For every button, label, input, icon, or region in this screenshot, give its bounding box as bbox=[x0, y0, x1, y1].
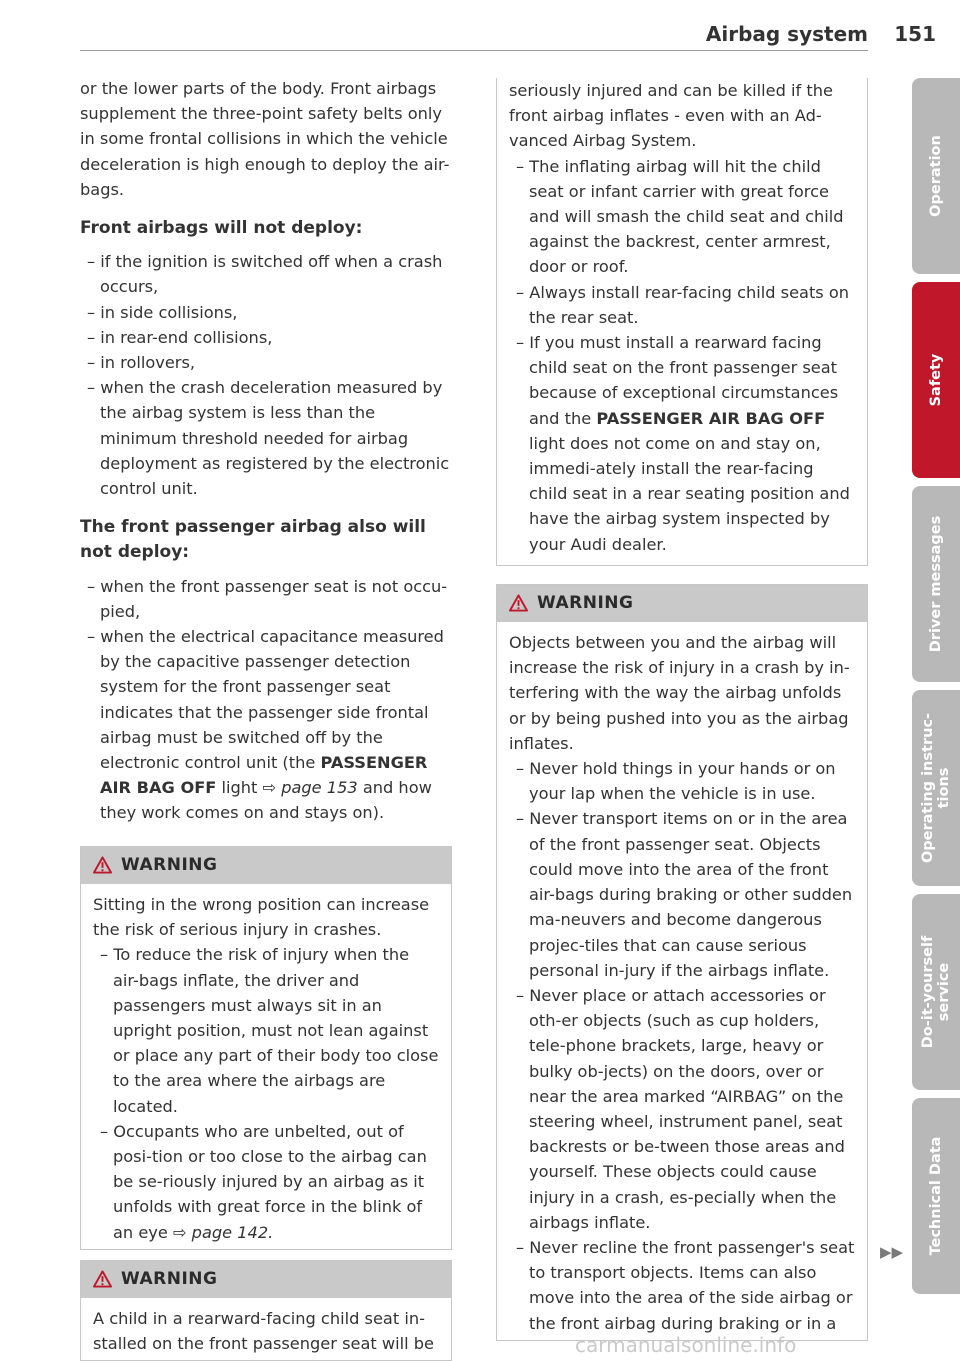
tab-label: Safety bbox=[928, 353, 944, 407]
list-item bbox=[80, 624, 452, 826]
list-passenger-no-deploy bbox=[80, 574, 452, 826]
list-item-text: If you must install a rearward facing child seat on the front passenger seat because of exceptional circumstances and the bbox=[529, 333, 839, 428]
warning-list bbox=[93, 942, 439, 1244]
tab-operation[interactable] bbox=[912, 78, 960, 274]
list-item-text: and how they work comes on and stays on). bbox=[100, 778, 432, 823]
list-item-text: light does not come on and stay on, immedi-ately install the rear-facing child seat in a rear seating position and have the airbag system inspected by your Audi dealer. bbox=[529, 433, 850, 554]
warning-text: Sitting in the wrong position can increase the risk of serious injury in crashes. bbox=[93, 894, 430, 940]
list-item: – Never transport items on or in the area of the front passenger seat. Objects could move into the area of the front air-bags during braking or other sudden ma-neuvers and become dangerous projec-tiles that can cause serious personal in-jury if the airbags inflate. bbox=[509, 806, 855, 982]
warning-list bbox=[509, 154, 855, 557]
list-item: – Never hold things in your hands or on your lap when the vehicle is in use. bbox=[509, 756, 855, 806]
warning-label: WARNING bbox=[121, 854, 218, 875]
passenger-airbag-off-label: PASSENGER AIR BAG OFF bbox=[100, 753, 428, 798]
warning-box-seating bbox=[80, 846, 452, 1250]
warning-text: Objects between you and the airbag will increase the risk of injury in a crash by in-terfering with the way the airbag unfolds or by being pushed into you as the airbag inflates. bbox=[509, 633, 850, 753]
list-no-deploy bbox=[80, 249, 452, 501]
page-number: 151 bbox=[894, 22, 936, 46]
warning-label: WARNING bbox=[121, 1268, 218, 1289]
warning-body bbox=[81, 884, 451, 1249]
list-item bbox=[93, 1119, 439, 1245]
warning-text: A child in a rearward-facing child seat in-stalled on the front passenger seat will be bbox=[93, 1308, 434, 1354]
header-divider bbox=[80, 50, 868, 51]
warning-text: seriously injured and can be killed if the front airbag inflates - even with an Ad-vanced Airbag System. bbox=[509, 81, 833, 151]
continue-arrow-icon: ▶▶ bbox=[880, 1243, 904, 1261]
warning-triangle-icon bbox=[509, 594, 528, 612]
warning-triangle-icon bbox=[93, 856, 112, 874]
warning-triangle-icon bbox=[93, 1270, 112, 1288]
passenger-airbag-off-label: PASSENGER AIR BAG OFF bbox=[596, 408, 826, 428]
warning-header bbox=[497, 585, 867, 622]
tab-do-it-yourself-service[interactable] bbox=[912, 894, 960, 1090]
list-item: – when the front passenger seat is not occu-pied, bbox=[80, 574, 452, 624]
page-header-title: Airbag system bbox=[705, 22, 868, 46]
chapter-tabs bbox=[912, 78, 960, 1302]
tab-label: Driver messages bbox=[928, 515, 944, 653]
tab-label: Operation bbox=[928, 135, 944, 217]
list-item: – Always install rear-facing child seats on the rear seat. bbox=[509, 280, 855, 330]
warning-continuation-box bbox=[496, 78, 868, 566]
list-item: – To reduce the risk of injury when the air-bags inflate, the driver and passengers must always sit in an upright position, must not lean against or place any part of their body too close to the area where the airbags are located. bbox=[93, 942, 439, 1118]
left-column bbox=[80, 76, 452, 1361]
subheading-front-airbags: Front airbags will not deploy: bbox=[80, 218, 363, 239]
subheading-passenger-airbag: The front passenger airbag also will not deploy: bbox=[80, 517, 426, 563]
list-item: – in rear-end collisions, bbox=[80, 325, 452, 350]
list-item-text: Occupants who are unbelted, out of posi-tion or too close to the airbag can be se-riously injured by an airbag as it unfolds with great force in the blink of an eye bbox=[113, 1121, 427, 1242]
list-item: – in side collisions, bbox=[80, 300, 452, 325]
list-item: – if the ignition is switched off when a crash occurs, bbox=[80, 249, 452, 299]
list-item: – The inflating airbag will hit the child seat or infant carrier with great force and will smash the child seat and child against the backrest, center armrest, door or roof. bbox=[509, 154, 855, 280]
page-reference-link[interactable]: ⇨ page 153 bbox=[262, 778, 358, 798]
warning-list bbox=[509, 756, 855, 1336]
list-item-text: light bbox=[216, 778, 263, 798]
warning-box-objects bbox=[496, 584, 868, 1341]
warning-header bbox=[81, 847, 451, 884]
tab-driver-messages[interactable] bbox=[912, 486, 960, 682]
warning-box-child-seat bbox=[80, 1260, 452, 1361]
list-item: – Never place or attach accessories or oth-er objects (such as cup holders, tele-phone brackets, large, heavy or bulky ob-jects) on the doors, over or near the area marked “AIRBAG” on the steering wheel, instrument panel, seat backrests or be-tween those areas and yourself. These objects could cause injury in a crash, es-pecially when the airbags inflate. bbox=[509, 983, 855, 1235]
list-item: – Never recline the front passenger's seat to transport objects. Items can also move into the area of the side airbag or the front airbag during braking or in a bbox=[509, 1235, 855, 1336]
tab-safety[interactable] bbox=[912, 282, 960, 478]
tab-technical-data[interactable] bbox=[912, 1098, 960, 1294]
warning-label: WARNING bbox=[537, 592, 634, 613]
page-reference-link[interactable]: ⇨ page 142. bbox=[172, 1222, 274, 1242]
warning-body bbox=[81, 1298, 451, 1360]
warning-body bbox=[497, 622, 867, 1340]
list-item: – when the crash deceleration measured by the airbag system is less than the minimum threshold needed for airbag deployment as registered by the electronic control unit. bbox=[80, 375, 452, 501]
list-item: – in rollovers, bbox=[80, 350, 452, 375]
list-item bbox=[509, 330, 855, 557]
tab-operating-instructions[interactable] bbox=[912, 690, 960, 886]
right-column bbox=[496, 78, 868, 1341]
intro-paragraph: or the lower parts of the body. Front airbags supplement the three-point safety belts only in some frontal collisions in which the vehicle deceleration is high enough to deploy the air-bags. bbox=[80, 79, 450, 199]
watermark-text: carmanualsonline.info bbox=[575, 1333, 797, 1357]
list-item-text: when the electrical capacitance measured by the capacitive passenger detection system for the front passenger seat indicates that the passenger side frontal airbag must be switched off by the electronic control unit (the bbox=[100, 627, 444, 773]
tab-label: Technical Data bbox=[928, 1136, 944, 1256]
warning-header bbox=[81, 1261, 451, 1298]
tab-label: Operating instruc- tions bbox=[920, 712, 952, 864]
tab-label: Do-it-yourself service bbox=[920, 935, 952, 1049]
